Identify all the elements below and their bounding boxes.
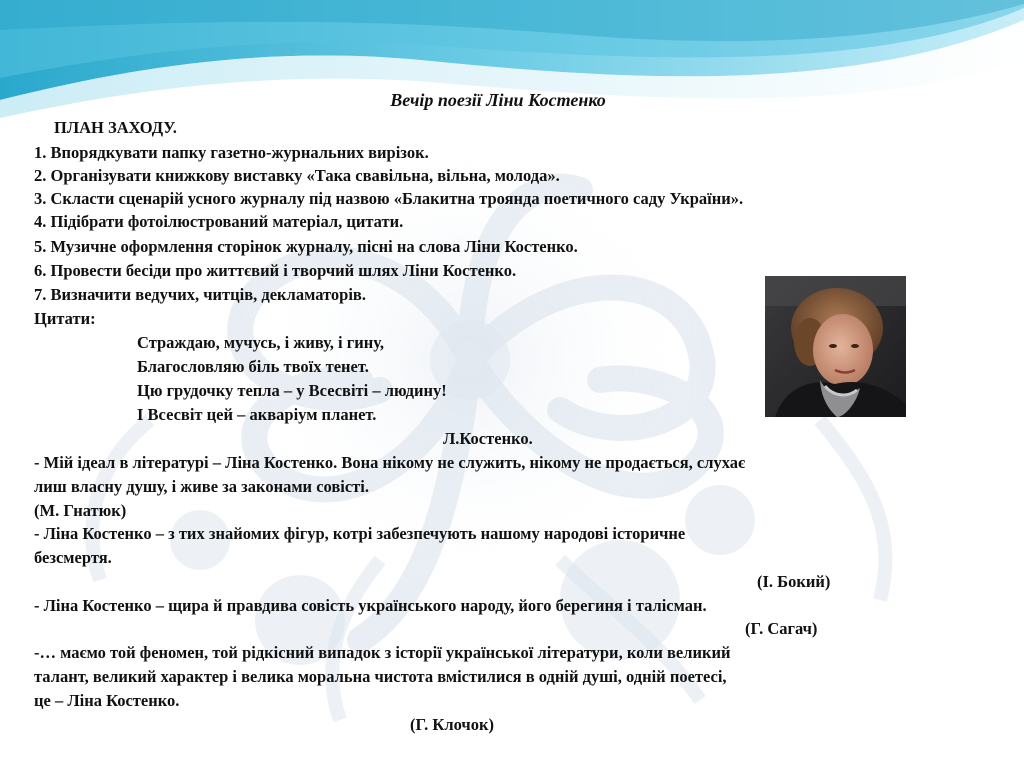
plan-item: 7. Визначити ведучих, читців, декламаторів. xyxy=(34,285,366,304)
poem-line: Цю грудочку тепла – у Всесвіті – людину! xyxy=(137,381,447,400)
plan-item: 1. Впорядкувати папку газетно-журнальних вирізок. xyxy=(34,143,429,162)
plan-item: 5. Музичне оформлення сторінок журналу, пісні на слова Ліни Костенко. xyxy=(34,237,578,256)
quote-line: це – Ліна Костенко. xyxy=(34,691,180,710)
slide-title: Вечір поезії Ліни Костенко xyxy=(390,90,606,110)
poem-line: Страждаю, мучусь, і живу, і гину, xyxy=(137,333,385,352)
plan-item: 3. Скласти сценарій усного журналу під назвою «Блакитна троянда поетичного саду України». xyxy=(34,189,744,208)
poem-line: Благословляю біль твоїх тенет. xyxy=(137,357,369,376)
quote-line: лиш власну душу, і живе за законами совісті. xyxy=(34,477,369,496)
quote-author: (І. Бокий) xyxy=(757,572,831,591)
plan-heading: ПЛАН ЗАХОДУ. xyxy=(54,118,177,137)
quote-line: - Ліна Костенко – з тих знайомих фігур, котрі забезпечують нашому народові історичне xyxy=(34,524,686,543)
plan-item: 2. Організувати книжкову виставку «Така свавільна, вільна, молода». xyxy=(34,166,560,185)
quote-line: - Ліна Костенко – щира й правдива совість українського народу, його берегиня і талісман. xyxy=(34,596,707,615)
poem-author: Л.Костенко. xyxy=(443,429,533,448)
quote-line: - Мій ідеал в літературі – Ліна Костенко. Вона нікому не служить, нікому не продається, слухає xyxy=(34,453,746,472)
quotes-heading: Цитати: xyxy=(34,309,96,328)
quote-line: безсмертя. xyxy=(34,548,112,567)
poem-line: І Всесвіт цей – акваріум планет. xyxy=(137,405,377,424)
quote-line: талант, великий характер і велика моральна чистота вмістилися в одній душі, одній поетесі, xyxy=(34,667,727,686)
quote-author: (Г. Клочок) xyxy=(410,715,494,734)
quote-author: (Г. Сагач) xyxy=(745,619,818,638)
portrait-photo xyxy=(765,276,906,417)
quote-line: -… маємо той феномен, той рідкісний випадок з історії української літератури, коли великий xyxy=(34,643,731,662)
plan-item: 6. Провести бесіди про життєвий і творчий шлях Ліни Костенко. xyxy=(34,261,517,280)
plan-item: 4. Підібрати фотоілюстрований матеріал, цитати. xyxy=(34,212,404,231)
quote-author: (М. Гнатюк) xyxy=(34,501,127,520)
